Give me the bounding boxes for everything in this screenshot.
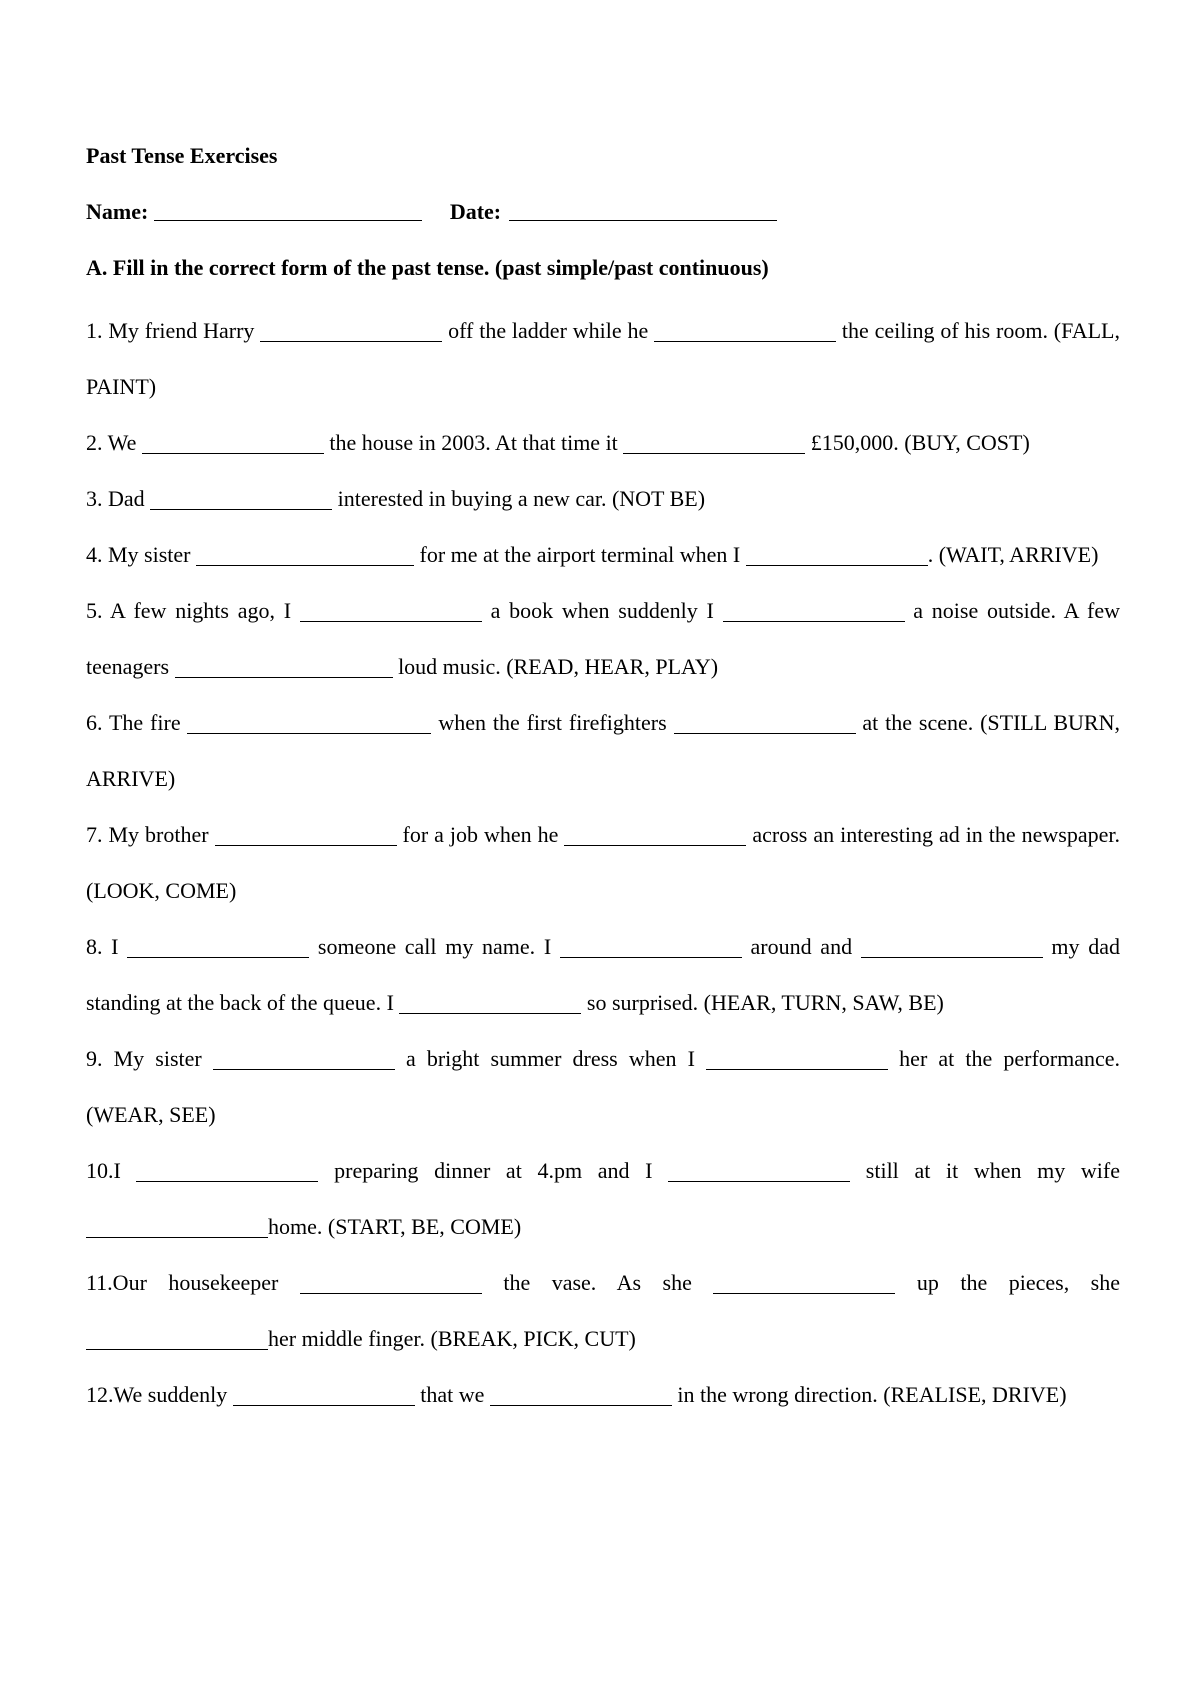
exercise-text: preparing dinner at 4.pm and I bbox=[318, 1158, 669, 1183]
answer-blank[interactable] bbox=[674, 711, 856, 734]
exercise-text: the ceiling of his room. (FALL, PAINT) bbox=[86, 318, 1120, 399]
answer-blank[interactable] bbox=[399, 991, 581, 1014]
exercise-text: 3. Dad bbox=[86, 486, 151, 511]
exercise-text: 6. The fire bbox=[86, 710, 188, 735]
answer-blank[interactable] bbox=[654, 319, 836, 342]
exercise-text: her at the performance. (WEAR, SEE) bbox=[86, 1046, 1121, 1127]
answer-blank[interactable] bbox=[668, 1159, 850, 1182]
date-label: Date: bbox=[449, 199, 502, 224]
exercise-text: my dad standing at the back of the queue. I bbox=[86, 934, 1120, 1015]
exercise-text: her middle finger. (BREAK, PICK, CUT) bbox=[268, 1326, 636, 1351]
exercise-text: home. (START, BE, COME) bbox=[268, 1214, 522, 1239]
exercise-text: 9. My sister bbox=[86, 1046, 213, 1071]
exercise-text: still at it when my wife bbox=[850, 1158, 1121, 1183]
exercise-text: 8. I bbox=[86, 934, 128, 959]
answer-blank[interactable] bbox=[623, 431, 805, 454]
exercise-item bbox=[86, 919, 1120, 1031]
exercise-text: interested in buying a new car. (NOT BE) bbox=[332, 486, 706, 511]
answer-blank[interactable] bbox=[713, 1271, 895, 1294]
exercise-item bbox=[86, 1031, 1120, 1143]
answer-blank[interactable] bbox=[706, 1047, 888, 1070]
exercise-text: 2. We bbox=[86, 430, 142, 455]
exercise-text: a bright summer dress when I bbox=[394, 1046, 707, 1071]
answer-blank[interactable] bbox=[746, 543, 928, 566]
exercise-text: when the first firefighters bbox=[431, 710, 674, 735]
exercise-text: for a job when he bbox=[396, 822, 565, 847]
name-label: Name: bbox=[86, 199, 149, 224]
answer-blank[interactable] bbox=[136, 1159, 318, 1182]
answer-blank[interactable] bbox=[490, 1383, 672, 1406]
exercise-text: that we bbox=[414, 1382, 490, 1407]
exercise-text: the house in 2003. At that time it bbox=[323, 430, 624, 455]
answer-blank[interactable] bbox=[560, 935, 742, 958]
exercise-text: 12.We suddenly bbox=[86, 1382, 233, 1407]
exercise-text: loud music. (READ, HEAR, PLAY) bbox=[392, 654, 719, 679]
answer-blank[interactable] bbox=[300, 599, 482, 622]
exercise-text: so surprised. (HEAR, TURN, SAW, BE) bbox=[581, 990, 944, 1015]
answer-blank[interactable] bbox=[127, 935, 309, 958]
section-a-heading: A. Fill in the correct form of the past tense. (past simple/past continuous) bbox=[86, 255, 769, 280]
exercise-item bbox=[86, 583, 1120, 695]
answer-blank[interactable] bbox=[150, 487, 332, 510]
student-info-row bbox=[86, 199, 846, 225]
exercise-text: £150,000. (BUY, COST) bbox=[805, 430, 1030, 455]
exercise-list bbox=[86, 303, 1120, 1423]
exercise-text: 5. A few nights ago, I bbox=[86, 598, 300, 623]
exercise-text: 4. My sister bbox=[86, 542, 196, 567]
exercise-text: 7. My brother bbox=[86, 822, 215, 847]
exercise-text: off the ladder while he bbox=[442, 318, 655, 343]
answer-blank[interactable] bbox=[861, 935, 1043, 958]
exercise-text: a noise outside. A few teenagers bbox=[86, 598, 1120, 679]
exercise-text: someone call my name. I bbox=[309, 934, 560, 959]
exercise-text: at the scene. (STILL BURN, ARRIVE) bbox=[86, 710, 1120, 791]
answer-blank[interactable] bbox=[175, 655, 393, 678]
exercise-text: 11.Our housekeeper bbox=[86, 1270, 300, 1295]
exercise-item bbox=[86, 1367, 1120, 1423]
exercise-text: the vase. As she bbox=[481, 1270, 714, 1295]
worksheet-title: Past Tense Exercises bbox=[86, 143, 278, 168]
answer-blank[interactable] bbox=[86, 1327, 268, 1350]
exercise-item bbox=[86, 1255, 1120, 1367]
answer-blank[interactable] bbox=[142, 431, 324, 454]
date-blank[interactable] bbox=[509, 200, 777, 221]
exercise-text: a book when suddenly I bbox=[481, 598, 723, 623]
exercise-item bbox=[86, 303, 1120, 415]
exercise-item bbox=[86, 527, 1120, 583]
answer-blank[interactable] bbox=[723, 599, 905, 622]
exercise-item bbox=[86, 415, 1120, 471]
exercise-text: 10.I bbox=[86, 1158, 137, 1183]
exercise-item bbox=[86, 807, 1120, 919]
exercise-text: across an interesting ad in the newspaper. (LOOK, COME) bbox=[86, 822, 1121, 903]
answer-blank[interactable] bbox=[215, 823, 397, 846]
exercise-item bbox=[86, 695, 1120, 807]
answer-blank[interactable] bbox=[300, 1271, 482, 1294]
exercise-text: for me at the airport terminal when I bbox=[414, 542, 746, 567]
name-blank[interactable] bbox=[154, 200, 422, 221]
answer-blank[interactable] bbox=[260, 319, 442, 342]
answer-blank[interactable] bbox=[233, 1383, 415, 1406]
exercise-item bbox=[86, 471, 1120, 527]
answer-blank[interactable] bbox=[187, 711, 431, 734]
exercise-text: up the pieces, she bbox=[895, 1270, 1121, 1295]
answer-blank[interactable] bbox=[213, 1047, 395, 1070]
exercise-text: around and bbox=[741, 934, 861, 959]
answer-blank[interactable] bbox=[196, 543, 414, 566]
answer-blank[interactable] bbox=[86, 1215, 268, 1238]
answer-blank[interactable] bbox=[564, 823, 746, 846]
exercise-text: . (WAIT, ARRIVE) bbox=[927, 542, 1099, 567]
exercise-text: 1. My friend Harry bbox=[86, 318, 261, 343]
exercise-text: in the wrong direction. (REALISE, DRIVE) bbox=[671, 1382, 1067, 1407]
exercise-item bbox=[86, 1143, 1120, 1255]
